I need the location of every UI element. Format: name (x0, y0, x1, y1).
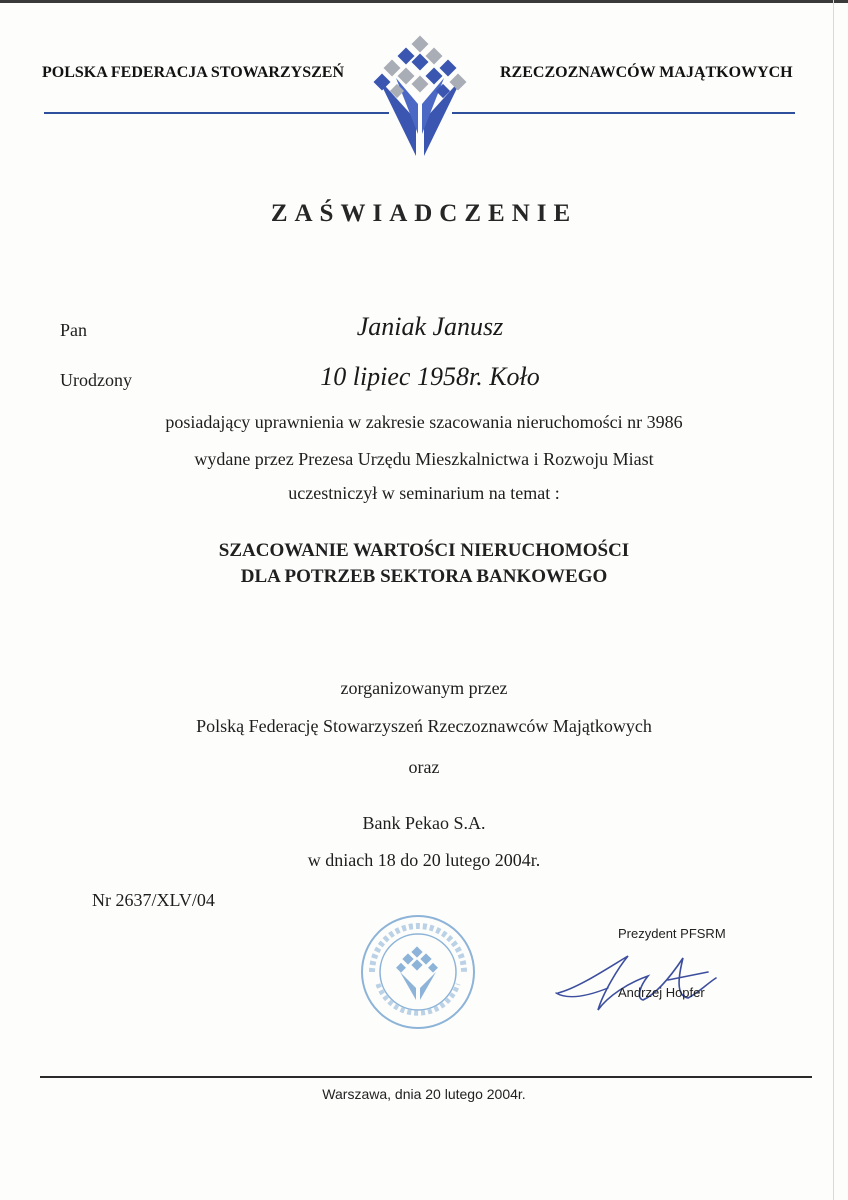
and-label: oraz (408, 757, 440, 777)
birth-info: 10 lipiec 1958r. Koło (320, 362, 540, 391)
right-edge (833, 0, 834, 1200)
header-rule-right (452, 112, 795, 114)
born-label: Urodzony (60, 370, 132, 390)
footer-place-date: Warszawa, dnia 20 lutego 2004r. (322, 1086, 526, 1102)
president-name: Andrzej Hopfer (618, 985, 705, 1000)
certificate-number: Nr 2637/XLV/04 (92, 890, 215, 910)
qualification-line: posiadający uprawnienia w zakresie szacowania nieruchomości nr 3986 (165, 412, 683, 432)
footer-rule (40, 1076, 812, 1078)
recipient-name: Janiak Janusz (356, 312, 504, 341)
document-title: ZAŚWIADCZENIE (270, 200, 578, 227)
pfsrm-logo-icon (370, 34, 470, 158)
header-rule-left (44, 112, 389, 114)
pan-label: Pan (60, 320, 87, 340)
round-stamp-icon (358, 912, 478, 1032)
organized-by: zorganizowanym przez (340, 678, 508, 698)
president-title: Prezydent PFSRM (618, 926, 726, 941)
issuer-line: wydane przez Prezesa Urzędu Mieszkalnictwa i Rozwoju Miast (194, 449, 654, 469)
seminar-dates: w dniach 18 do 20 lutego 2004r. (307, 850, 541, 870)
header-org-left: POLSKA FEDERACJA STOWARZYSZEŃ (42, 64, 344, 81)
seminar-topic-line1: SZACOWANIE WARTOŚCI NIERUCHOMOŚCI (218, 540, 630, 561)
bank-name: Bank Pekao S.A. (362, 813, 486, 833)
top-edge (0, 0, 848, 3)
header-org-right: RZECZOZNAWCÓW MAJĄTKOWYCH (500, 64, 793, 81)
organizer: Polską Federację Stowarzyszeń Rzeczoznawców Majątkowych (196, 716, 652, 736)
handwritten-signature-icon (548, 938, 728, 1018)
seminar-intro: uczestniczył w seminarium na temat : (288, 483, 560, 503)
seminar-topic-line2: DLA POTRZEB SEKTORA BANKOWEGO (240, 566, 608, 587)
